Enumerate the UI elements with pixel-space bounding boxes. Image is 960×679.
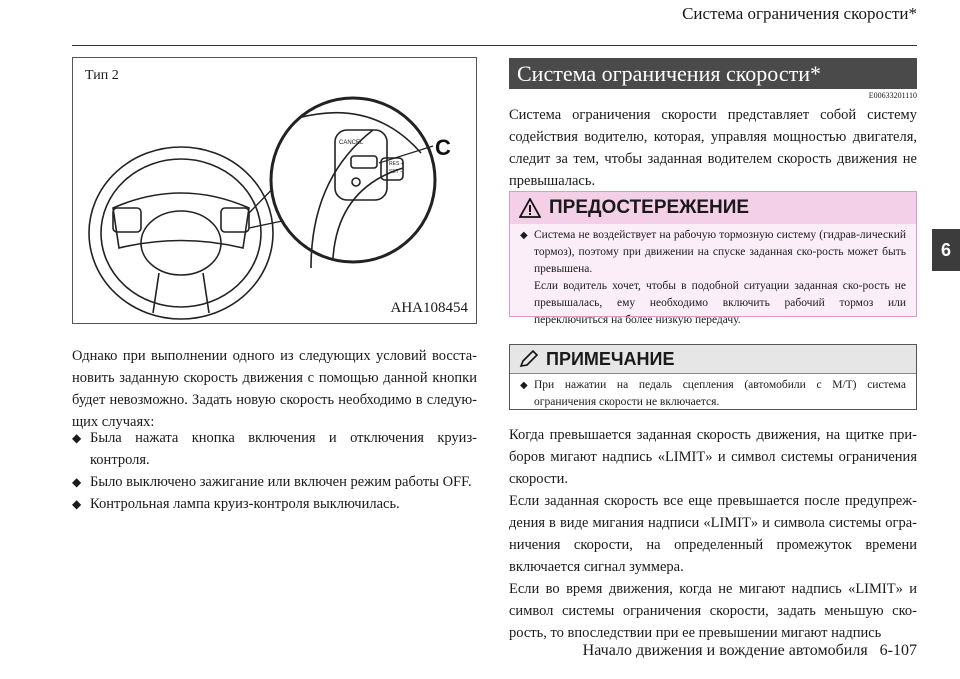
section-code: E00633201110 — [868, 91, 917, 100]
section-title: Система ограничения скорости* — [509, 58, 917, 89]
condition-list — [72, 427, 477, 515]
button-set-label: SET − — [389, 169, 403, 175]
bullet-diamond-icon: ◆ — [520, 230, 528, 241]
header-rule — [72, 45, 917, 46]
bullet-diamond-icon: ◆ — [520, 380, 528, 391]
bullet-diamond-icon: ◆ — [72, 431, 82, 445]
figure-code: AHA108454 — [390, 300, 468, 316]
note-text: При нажатии на педаль сцепления (автомобили с M/T) система ограничения скорости не включается. — [534, 379, 906, 408]
list-item-text: Было выключено зажигание или включен режим работы OFF. — [90, 474, 472, 490]
note-box — [509, 344, 917, 410]
description-paragraph: Система ограничения скорости представляет собой систему содействия водителю, которая, управляя мощностью двигателя, следит за тем, чтобы заданная водителем скорость движения не превышалась. — [509, 107, 917, 189]
note-title: ПРИМЕЧАНИЕ — [546, 348, 675, 369]
pencil-icon — [519, 350, 539, 368]
list-item — [72, 427, 477, 471]
intro-paragraph: Однако при выполнении одного из следующих условий восста-новить заданную скорость движения с помощью данной кнопки будет невозможно. Задать новую скорость необходимо в следую-щих случаях: — [72, 348, 477, 430]
chapter-tab: 6 — [932, 229, 960, 271]
bullet-diamond-icon: ◆ — [72, 497, 82, 511]
limit-paragraph-3: Если во время движения, когда не мигают надпись «LIMIT» и символ системы ограничения скорости, задать меньшую ско-рость, то впоследствии при ее превышении мигают надпись — [509, 581, 917, 641]
warning-box — [509, 191, 917, 326]
list-item — [72, 471, 477, 493]
figure-type-label: Тип 2 — [85, 68, 119, 83]
warning-header — [510, 192, 916, 224]
limit-paragraph-1: Когда превышается заданная скорость движения, на щитке при-боров мигают надпись «LIMIT» и символ системы ограничения скорости. — [509, 427, 917, 487]
limit-paragraph-2: Если заданная скорость все еще превышается после предупреж-дения в виде мигания надписи «LIMIT» и символа системы огра-ничения скорости, на определенный промежуток времени включается сигнал зуммера. — [509, 493, 917, 575]
list-item-text: Была нажата кнопка включения и отключения круиз-контроля. — [90, 430, 477, 468]
note-body — [510, 374, 916, 411]
button-cancel-label: CANCEL — [339, 140, 364, 146]
bullet-diamond-icon: ◆ — [72, 475, 82, 489]
warning-body — [510, 224, 916, 329]
warning-title: ПРЕДОСТЕРЕЖЕНИЕ — [549, 197, 750, 218]
footer-page-info: Начало движения и вождение автомобиля 6-107 — [582, 642, 917, 659]
running-header-title: Система ограничения скорости* — [682, 4, 917, 23]
callout-letter: C — [435, 135, 451, 160]
warning-text: Система не воздействует на рабочую тормозную систему (гидрав-лический тормоз), поэтому при движении на спуске заданная ско-рость может быть превышена. — [534, 229, 906, 275]
warning-triangle-icon — [519, 198, 541, 218]
warning-text-continued: Если водитель хочет, чтобы в подобной ситуации заданная ско-рость не превышалась, ему необходимо включить рабочий тормоз или переключиться на более низкую передачу. — [534, 280, 906, 326]
steering-wheel-figure — [72, 57, 477, 324]
steering-wheel-illustration — [73, 58, 478, 325]
note-header — [510, 345, 916, 374]
button-res-label: RES + — [389, 161, 404, 167]
list-item-text: Контрольная лампа круиз-контроля выключилась. — [90, 496, 400, 512]
limit-paragraphs — [509, 424, 917, 644]
list-item — [72, 493, 477, 515]
